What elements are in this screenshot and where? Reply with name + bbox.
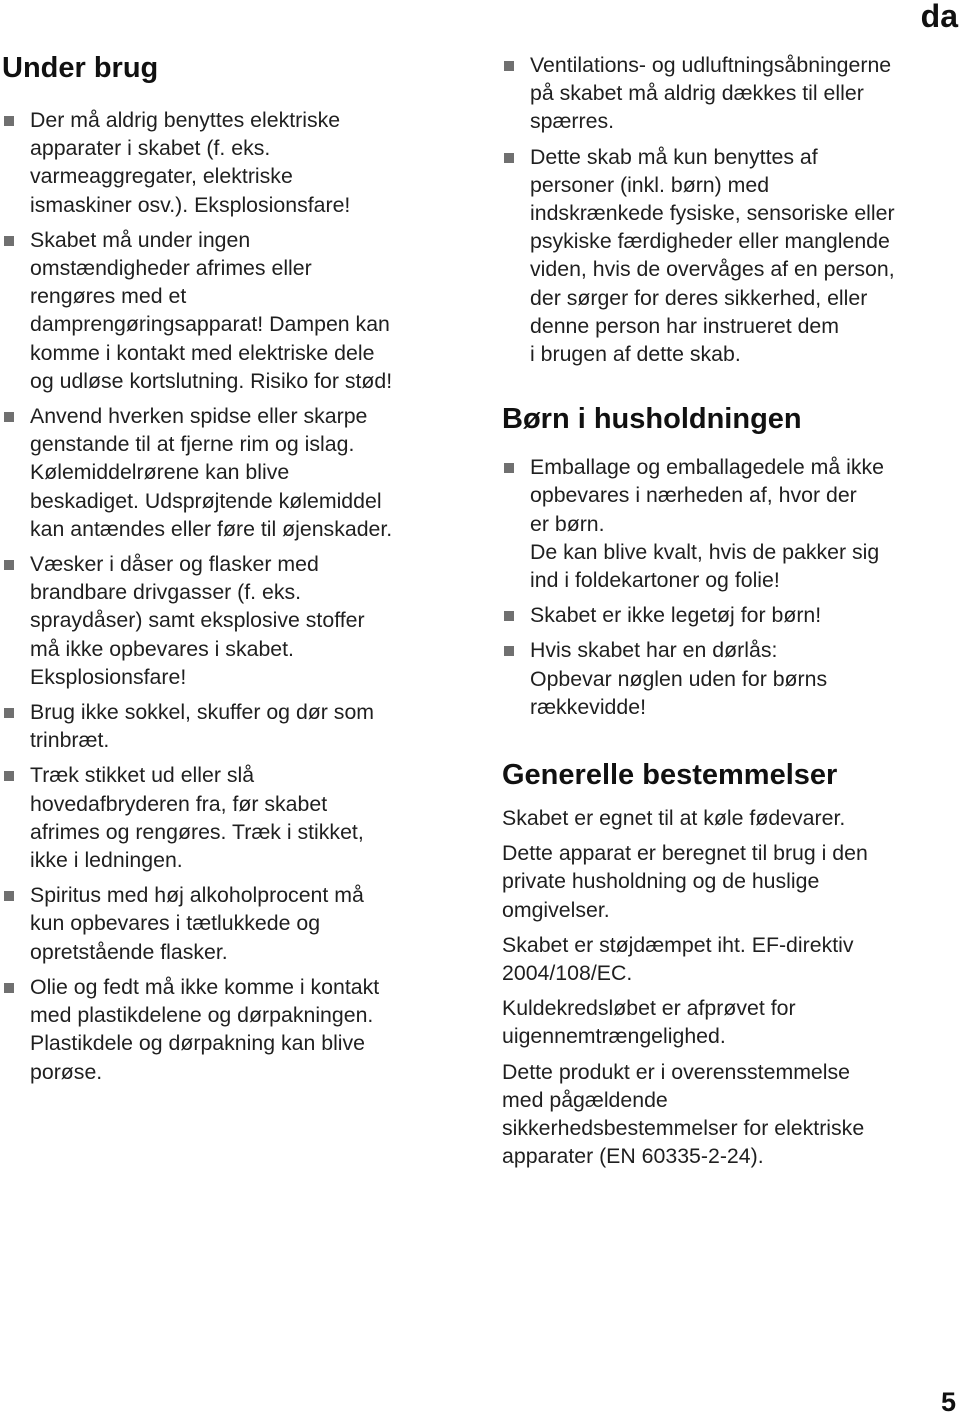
square-bullet-icon [4,560,14,570]
safety-list-born [502,453,958,721]
square-bullet-icon [504,611,514,621]
list-item-text: Ventilations- og udluftningsåbningerne på skabet må aldrig dækkes til eller spærres. [530,53,892,134]
square-bullet-icon [4,708,14,718]
list-item-text: Skabet er ikke legetøj for børn! [530,603,822,628]
safety-list-continued [502,51,958,368]
list-item [502,51,958,136]
list-item [502,143,958,369]
list-item-text: Emballage og emballagedele må ikke opbevares i nærheden af, hvor der er børn. De kan blive kvalt, hvis de pakker sig ind i foldekartoner og folie! [530,455,884,593]
list-item [2,226,470,395]
page-number: 5 [940,1387,956,1417]
list-item-text: Anvend hverken spidse eller skarpe genstande til at fjerne rim og islag. Kølemiddelrørene kan blive beskadiget. Udsprøjtende kølemiddel kan antændes eller føre til øjenskader. [30,404,393,541]
paragraph: Dette produkt er i overensstemmelse med pågældende sikkerhedsbestemmelser for elektriske apparater (EN 60335-2-24). [502,1059,865,1169]
list-item [2,973,470,1086]
paragraph: Skabet er støjdæmpet iht. EF-direktiv 2004/108/EC. [502,932,854,986]
section-heading-born: Børn i husholdningen [502,403,802,436]
list-item-text: Skabet må under ingen omstændigheder afrimes eller rengøres med et damprengøringsapparat! Dampen kan komme i kontakt med elektriske dele og udløse kortslutning. Risiko for stød! [30,227,393,393]
list-item [2,402,470,543]
paragraph: Kuldekredsløbet er afprøvet for uigennemtrængelighed. [502,996,796,1049]
list-item-text: Der må aldrig benyttes elektriske apparater i skabet (f. eks. varmeaggregater, elektriske ismaskiner osv.). Eksplosionsfare! [30,108,351,217]
list-item-text: Spiritus med høj alkoholprocent må kun opbevares i tætlukkede og opretstående flasker. [30,883,364,964]
safety-list-under-brug [2,106,470,1086]
square-bullet-icon [504,646,514,656]
list-item [502,636,958,721]
right-column [502,0,958,1178]
list-item [2,550,470,691]
list-item [502,453,958,594]
paragraph: Skabet er egnet til at køle fødevarer. [502,806,846,831]
square-bullet-icon [504,61,514,71]
square-bullet-icon [4,116,14,126]
list-item-text: Olie og fedt må ikke komme i kontakt med plastikdelene og dørpakningen. Plastikdele og dørpakning kan blive porøse. [30,974,380,1084]
list-item-text: Træk stikket ud eller slå hovedafbryderen fra, før skabet afrimes og rengøres. Træk i stikket, ikke i ledningen. [30,763,364,873]
list-item [2,106,470,219]
square-bullet-icon [4,236,14,246]
list-item [2,761,470,874]
square-bullet-icon [4,983,14,993]
square-bullet-icon [4,771,14,781]
list-item-text: Brug ikke sokkel, skuffer og dør som trinbræt. [30,700,375,753]
square-bullet-icon [504,153,514,163]
list-item [2,698,470,754]
language-code: da [920,0,958,34]
section-heading-under-brug: Under brug [2,52,159,84]
list-item-text: Hvis skabet har en dørlås: Opbevar nøglen uden for børns rækkevidde! [530,638,828,719]
list-item-text: Væsker i dåser og flasker med brandbare drivgasser (f. eks. spraydåser) samt eksplosive stoffer må ikke opbevares i skabet. Eksplosionsfare! [30,552,365,689]
list-item [502,601,958,629]
general-paragraphs [502,804,958,1170]
paragraph: Dette apparat er beregnet til brug i den private husholdning og de huslige omgivelser. [502,841,868,922]
square-bullet-icon [4,891,14,901]
left-column [2,0,470,1093]
square-bullet-icon [504,463,514,473]
list-item-text: Dette skab må kun benyttes af personer (inkl. børn) med indskrænkede fysiske, sensoriske eller psykiske færdigheder eller manglende viden, hvis de overvåges af en person, der sørger for deres sikkerhed, eller denne person har instrueret dem i brugen af dette skab. [530,144,895,367]
list-item [2,881,470,966]
section-heading-generelle: Generelle bestemmelser [502,759,838,792]
square-bullet-icon [4,412,14,422]
